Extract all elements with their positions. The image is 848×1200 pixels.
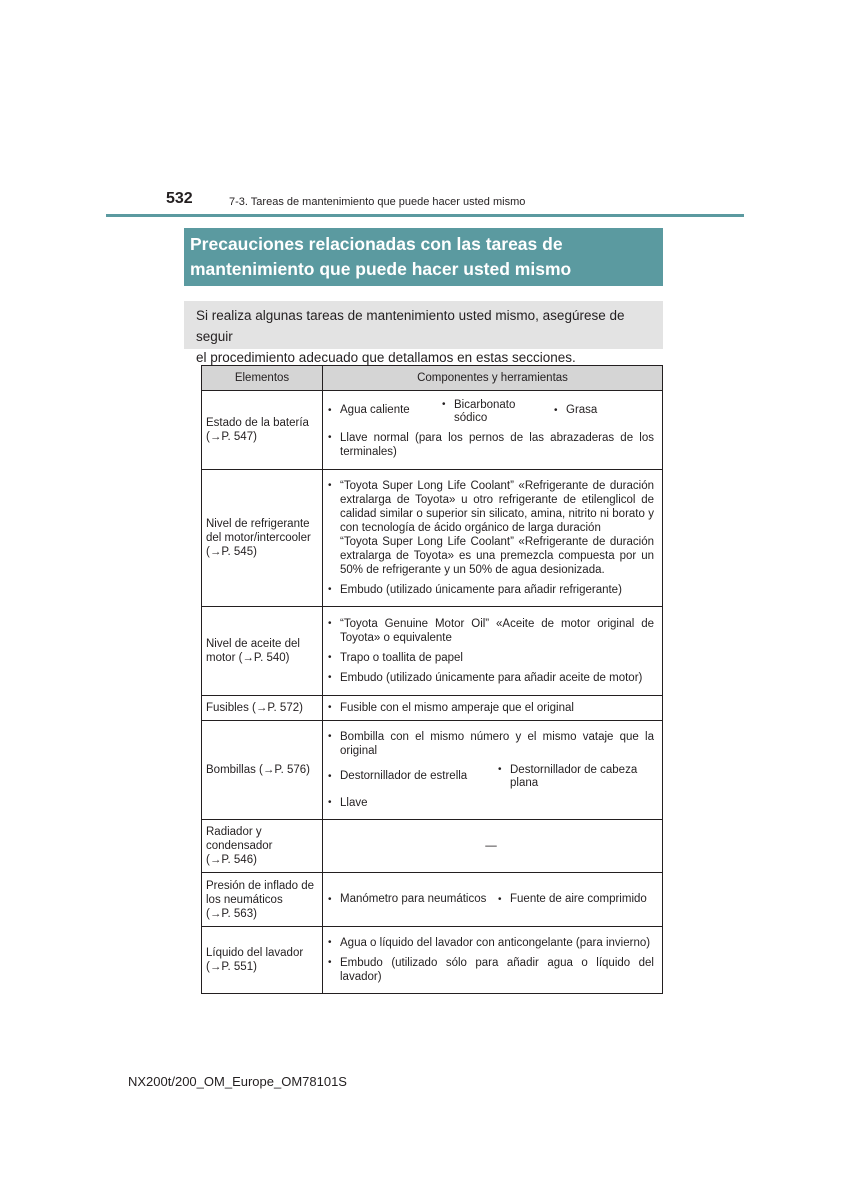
table-row [202,607,663,696]
item-text: “Toyota Super Long Life Coolant” «Refrigerante de duración extralarga de Toyota» u otro refrigerante de etilenglicol de calidad similar o superior sin silicato, amina, nitrito ni borato y con tecnología de ácido orgánico de larga duración [340,480,654,534]
element-line: (→P. 547) [206,431,257,443]
bullet-icon: • [328,957,332,968]
item-text: Bombilla con el mismo número y el mismo vataje que la original [340,731,654,757]
item-text: Fuente de aire comprimido [510,893,647,905]
element-cell [202,470,323,607]
item-text: Bicarbonato sódico [454,399,516,424]
item-text: Trapo o toallita de papel [340,652,463,664]
bullet-icon: • [328,937,332,948]
list-item-continuation [328,535,654,577]
header-componentes: Componentes y herramientas [323,366,663,391]
page-number: 532 [166,190,193,207]
element-line: Nivel de refrigerante [206,518,310,530]
list-item [498,893,647,906]
table-row [202,927,663,994]
element-cell [202,873,323,927]
element-line: Líquido del lavador [206,947,304,959]
list-item [328,770,498,783]
element-line: Bombillas (→P. 576) [206,764,310,776]
bullet-icon: • [328,771,332,782]
element-line: Estado de la batería [206,417,309,429]
table-row [202,696,663,721]
inline-items [328,893,654,906]
list-item [328,936,654,950]
list-item [328,701,654,715]
item-text: “Toyota Super Long Life Coolant” «Refrigerante de duración extralarga de Toyota» es una premezcla compuesta por un 50% de refrigerante y un 50% de agua desionizada. [340,536,654,576]
bullet-icon: • [328,432,332,443]
table-row [202,820,663,873]
list-item [498,764,654,790]
element-line: del motor/intercooler [206,532,311,544]
element-cell [202,927,323,994]
item-text: Embudo (utilizado únicamente para añadir refrigerante) [340,584,622,596]
header-rule [106,214,744,217]
item-text: “Toyota Genuine Motor Oil” «Aceite de motor original de Toyota» o equivalente [340,618,654,644]
bullet-icon: • [328,702,332,713]
element-cell [202,391,323,470]
item-text: Embudo (utilizado únicamente para añadir aceite de motor) [340,672,643,684]
list-item [328,651,654,665]
components-cell [323,721,663,820]
element-line: los neumáticos [206,893,283,906]
table-row [202,721,663,820]
table-row [202,470,663,607]
element-line: Fusibles (→P. 572) [206,702,303,714]
table-header-row [202,366,663,391]
bullet-icon: • [328,672,332,683]
list-item [328,479,654,535]
empty-dash: — [485,840,497,852]
bullet-icon: • [498,894,502,905]
element-line: Radiador y [206,826,262,838]
list-item [328,796,654,810]
item-text: Llave [340,797,368,809]
components-cell [323,607,663,696]
inline-items [328,399,654,425]
intro-line-1: Si realiza algunas tareas de mantenimiento usted mismo, asegúrese de seguir [196,308,625,344]
bullet-icon: • [328,618,332,629]
element-line: (→P. 546) [206,854,257,866]
list-item [328,617,654,645]
element-line: Presión de inflado de [206,879,315,892]
bullet-icon: • [442,399,446,410]
list-item [328,431,654,459]
bullet-icon: • [328,652,332,663]
list-item [442,399,554,425]
item-text: Agua o líquido del lavador con anticongelante (para invierno) [340,937,651,949]
section-path: 7-3. Tareas de mantenimiento que puede hacer usted mismo [229,196,526,208]
header-elementos: Elementos [202,366,323,391]
components-cell [323,391,663,470]
section-title-line-1: Precauciones relacionadas con las tareas de [190,234,563,254]
intro-line-2: el procedimiento adecuado que detallamos en estas secciones. [196,350,576,365]
components-cell [323,927,663,994]
element-line: condensador [206,840,273,852]
components-cell [323,470,663,607]
section-title-line-2: mantenimiento que puede hacer usted mismo [190,259,572,279]
item-text: Fusible con el mismo amperaje que el original [340,702,574,714]
element-line: (→P. 551) [206,961,257,973]
bullet-icon: • [328,480,332,491]
inline-items [328,764,654,790]
element-cell [202,721,323,820]
bullet-icon: • [328,797,332,808]
components-cell [323,873,663,927]
list-item [328,671,654,685]
element-line: motor (→P. 540) [206,652,290,664]
footer-code: NX200t/200_OM_Europe_OM78101S [128,1074,347,1089]
list-item [554,404,597,417]
item-text: Destornillador de estrella [340,770,468,782]
element-line: Nivel de aceite del [206,638,300,650]
item-text: Llave normal (para los pernos de las abrazaderas de los terminales) [340,432,654,458]
item-text: Manómetro para neumáticos [340,893,487,905]
components-cell [323,696,663,721]
element-cell [202,607,323,696]
list-item [328,404,442,417]
list-item [328,956,654,984]
table-row [202,391,663,470]
list-item [328,893,498,906]
bullet-icon: • [328,584,332,595]
bullet-icon: • [328,731,332,742]
intro-note [184,301,663,365]
bullet-icon: • [498,764,502,775]
element-line: (→P. 563) [206,907,257,920]
element-cell [202,820,323,873]
element-cell [202,696,323,721]
maintenance-table [201,365,663,994]
element-line: (→P. 545) [206,546,257,558]
bullet-icon: • [554,405,558,416]
table-row [202,873,663,927]
item-text: Grasa [566,404,598,416]
section-title [184,228,663,286]
bullet-icon: • [328,894,332,905]
bullet-icon: • [328,405,332,416]
item-text: Embudo (utilizado sólo para añadir agua o líquido del lavador) [340,957,654,983]
item-text: Agua caliente [340,404,410,416]
item-text: Destornillador de cabeza plana [510,764,638,789]
components-cell [323,820,663,873]
list-item [328,730,654,758]
list-item [328,583,654,597]
